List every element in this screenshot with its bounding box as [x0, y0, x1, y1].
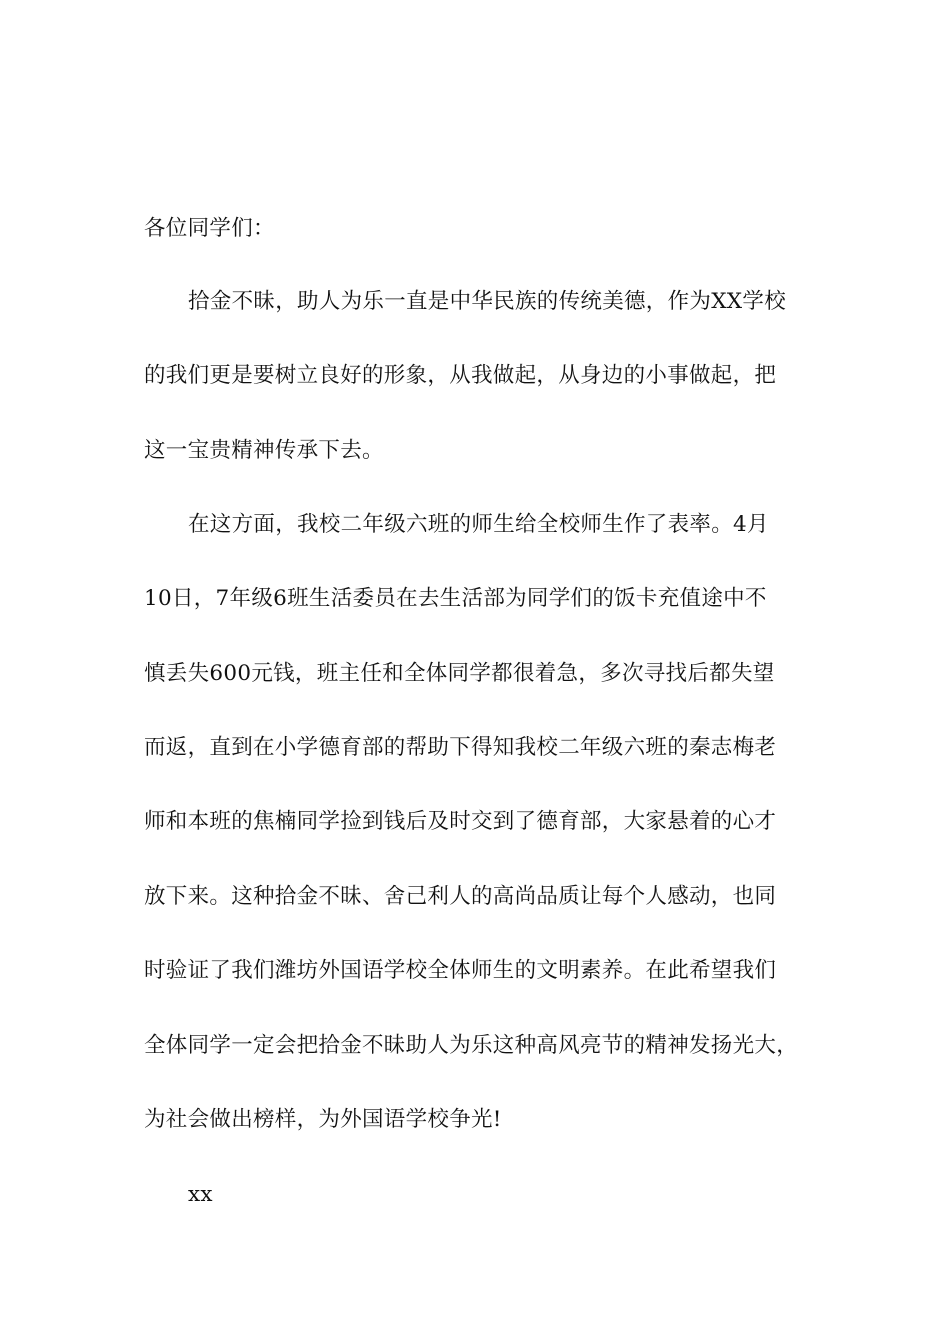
- paragraph-2-line-7: 时验证了我们潍坊外国语学校全体师生的文明素养。在此希望我们: [144, 958, 777, 983]
- paragraph-2-line-8: 全体同学一定会把拾金不昧助人为乐这种高风亮节的精神发扬光大，: [144, 1033, 799, 1058]
- paragraph-2-line-2: 10日，7年级6班生活委员在去生活部为同学们的饭卡充值途中不: [144, 586, 767, 611]
- paragraph-2-line-4: 而返，直到在小学德育部的帮助下得知我校二年级六班的秦志梅老: [144, 735, 777, 760]
- paragraph-2-line-6: 放下来。这种拾金不昧、舍己利人的高尚品质让每个人感动，也同: [144, 884, 777, 909]
- paragraph-2-line-3: 慎丢失600元钱，班主任和全体同学都很着急，多次寻找后都失望: [144, 661, 775, 686]
- signature: xx: [188, 1182, 213, 1207]
- paragraph-1-line-1: 拾金不昧，助人为乐一直是中华民族的传统美德，作为XX学校: [188, 289, 787, 314]
- paragraph-1-line-2: 的我们更是要树立良好的形象，从我做起，从身边的小事做起，把: [144, 363, 777, 388]
- paragraph-2-line-1: 在这方面，我校二年级六班的师生给全校师生作了表率。4月: [188, 512, 769, 537]
- salutation: 各位同学们：: [144, 216, 275, 241]
- paragraph-2-line-9: 为社会做出榜样，为外国语学校争光!: [144, 1107, 502, 1132]
- paragraph-2-line-5: 师和本班的焦楠同学捡到钱后及时交到了德育部，大家悬着的心才: [144, 809, 777, 834]
- paragraph-1-line-3: 这一宝贵精神传承下去。: [144, 438, 384, 463]
